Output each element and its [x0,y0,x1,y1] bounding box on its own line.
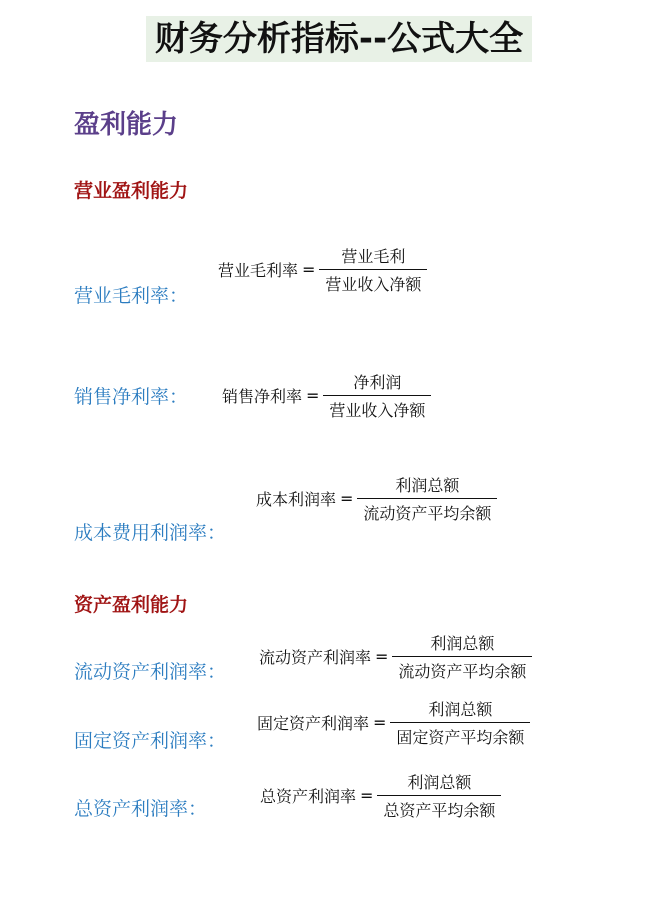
formula-equals: = [302,260,316,279]
formula-fraction [390,697,530,748]
indicator-label: 成本费用利润率： [74,522,227,544]
formula-numerator: 净利润 [323,370,431,396]
formula-denominator: 流动资产平均余额 [398,662,527,681]
formula-lhs: 成本利润率 [256,490,337,509]
formula-numerator: 利润总额 [377,770,501,796]
formula [256,473,497,524]
formula-equals: = [360,786,374,805]
formula-equals: = [340,489,354,508]
formula-numerator: 利润总额 [390,697,530,723]
formula-equals: = [375,647,389,666]
section-heading-profitability: 盈利能力 [74,110,179,140]
formula-lhs: 销售净利率 [222,387,303,406]
formula [257,697,530,748]
subsection-heading-operating: 营业盈利能力 [74,180,189,202]
indicator-label: 销售净利率： [74,386,189,408]
formula-denominator: 营业收入净额 [329,401,426,420]
formula-lhs: 总资产利润率 [260,787,357,806]
formula [260,770,501,821]
formula [259,631,532,682]
formula-denominator: 总资产平均余额 [383,801,496,820]
indicator-label: 总资产利润率： [74,798,208,820]
formula-lhs: 固定资产利润率 [257,714,370,733]
formula-denominator: 营业收入净额 [325,275,422,294]
formula-fraction [319,244,427,295]
indicator-label: 流动资产利润率： [74,661,227,683]
formula-fraction [323,370,431,421]
formula [218,244,427,295]
page-title: 财务分析指标--公式大全 [146,16,532,62]
formula-fraction [392,631,532,682]
formula-equals: = [306,386,320,405]
formula-numerator: 营业毛利 [319,244,427,270]
formula-lhs: 营业毛利率 [218,261,299,280]
indicator-label: 固定资产利润率： [74,730,227,752]
formula-lhs: 流动资产利润率 [259,648,372,667]
formula-denominator: 固定资产平均余额 [396,728,525,747]
formula [222,370,431,421]
subsection-heading-assets: 资产盈利能力 [74,594,189,616]
formula-fraction [357,473,497,524]
indicator-label: 营业毛利率： [74,285,189,307]
formula-denominator: 流动资产平均余额 [363,504,492,523]
formula-equals: = [373,713,387,732]
formula-numerator: 利润总额 [392,631,532,657]
formula-fraction [377,770,501,821]
formula-numerator: 利润总额 [357,473,497,499]
